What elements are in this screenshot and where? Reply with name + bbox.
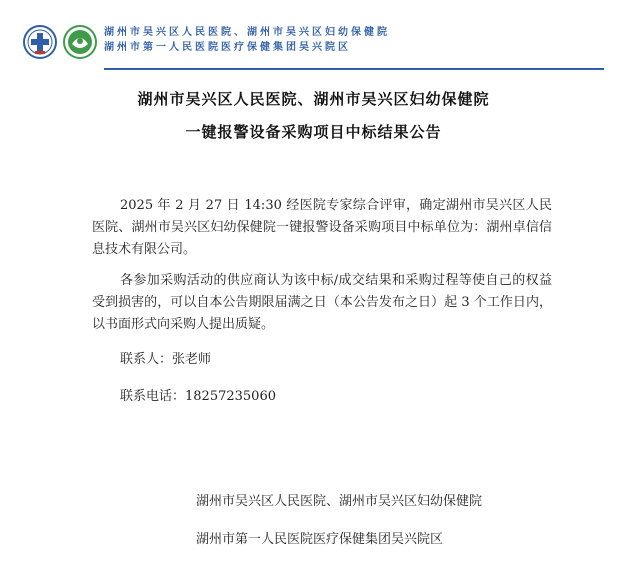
letterhead-line-2: 湖州市第一人民医院医疗保健集团吴兴院区 — [104, 42, 351, 53]
letterhead-text — [104, 25, 390, 55]
hospital-logo-icon — [22, 24, 58, 60]
maternal-child-logo-icon — [62, 24, 98, 60]
document-title-line-1: 湖州市吴兴区人民医院、湖州市吴兴区妇幼保健院 — [137, 90, 490, 108]
letterhead — [22, 22, 592, 72]
objection-paragraph: 各参加采购活动的供应商认为该中标/成交结果和采购过程等使自己的权益受到损害的，可以自本公告期限届满之日（本公告发布之日）起 3 个工作日内，以书面形式向采购人提出质疑。 — [92, 273, 552, 332]
signature-line-2: 湖州市第一人民医院医疗保健集团吴兴院区 — [196, 532, 444, 547]
contact-person: 联系人：张老师 — [120, 352, 212, 367]
signature-line-1: 湖州市吴兴区人民医院、湖州市吴兴区妇幼保健院 — [196, 494, 483, 509]
contact-phone: 联系电话：18257235060 — [120, 389, 276, 404]
letterhead-line-1: 湖州市吴兴区人民医院、湖州市吴兴区妇幼保健院 — [104, 27, 390, 38]
award-paragraph: 2025 年 2 月 27 日 14:30 经医院专家综合评审，确定湖州市吴兴区人民医院、湖州市吴兴区妇幼保健院一键报警设备采购项目中标单位为：湖州卓信信息技术有限公司。 — [92, 198, 552, 257]
document-title-line-2: 一键报警设备采购项目中标结果公告 — [185, 123, 442, 141]
letterhead-divider — [104, 68, 604, 70]
